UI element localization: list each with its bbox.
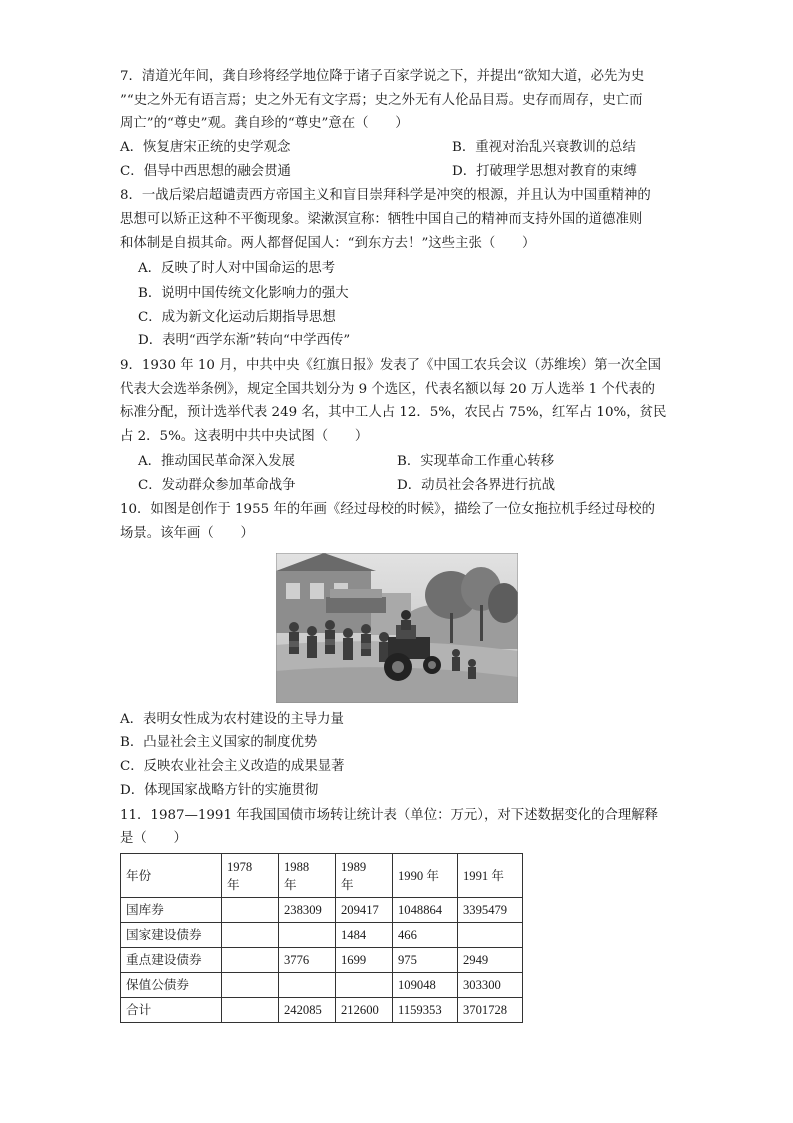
table-cell: 保值公债券 [121, 973, 222, 998]
table-header-cell: 1988 年 [279, 854, 336, 898]
q9-option-a[interactable]: A．推动国民革命深入发展 [138, 454, 295, 469]
q8-option-a[interactable]: A．反映了时人对中国命运的思考 [138, 261, 336, 276]
table-cell [222, 898, 279, 923]
table-cell [222, 948, 279, 973]
table-cell [279, 923, 336, 948]
q10-stem-line-1: 10．如图是创作于 1955 年的年画《经过母校的时候》，描绘了一位女拖拉机手经过母校的 [120, 502, 655, 517]
q10-stem-line-2: 场景。该年画（ ） [120, 526, 254, 541]
q7-stem-line-1: 7．清道光年间，龚自珍将经学地位降于诸子百家学说之下，并提出“欲知大道，必先为史 [120, 69, 645, 84]
q7-option-a[interactable]: A．恢复唐宋正统的史学观念 [120, 140, 291, 155]
table-cell: 209417 [336, 898, 393, 923]
table-row [121, 948, 523, 973]
table-cell: 109048 [393, 973, 458, 998]
q7-stem-line-2: ”“史之外无有语言焉；史之外无有文字焉；史之外无有人伦品目焉。史存而周存，史亡而 [120, 93, 643, 108]
q8-stem-line-2: 思想可以矫正这种不平衡现象。梁漱溟宣称：牺牲中国自己的精神而支持外国的道德准则 [120, 212, 643, 227]
table-header-cell: 1991 年 [458, 854, 523, 898]
table-header-cell: 1989 年 [336, 854, 393, 898]
bond-transfer-table [120, 853, 523, 1023]
table-row [121, 998, 523, 1023]
q9-option-c[interactable]: C．发动群众参加革命战争 [138, 478, 296, 493]
q7-option-b[interactable]: B．重视对治乱兴衰教训的总结 [452, 140, 636, 155]
q11-stem-line-1: 11．1987—1991 年我国国债市场转让统计表（单位：万元），对下述数据变化的合理解释 [120, 808, 659, 823]
q10-option-d[interactable]: D．体现国家战略方针的实施贯彻 [120, 783, 319, 798]
q8-stem-line-3: 和体制是自损其命。两人都督促国人：“到东方去！”这些主张（ ） [120, 236, 536, 251]
table-row [121, 973, 523, 998]
table-cell: 1699 [336, 948, 393, 973]
new-year-painting-image [276, 553, 518, 703]
q8-option-c[interactable]: C．成为新文化运动后期指导思想 [138, 310, 336, 325]
q11-stem-line-2: 是（ ） [120, 831, 187, 846]
table-cell: 466 [393, 923, 458, 948]
table-row [121, 923, 523, 948]
table-cell: 975 [393, 948, 458, 973]
q9-stem-line-3: 标准分配，预计选举代表 249 名，其中工人占 12．5%，农民占 75%，红军占 10%，贫民 [120, 405, 667, 420]
q9-stem-line-1: 9．1930 年 10 月，中共中央《红旗日报》发表了《中国工农兵会议（苏维埃）第一次全国 [120, 358, 662, 373]
table-cell [279, 973, 336, 998]
q10-option-a[interactable]: A．表明女性成为农村建设的主导力量 [120, 712, 344, 727]
q7-stem-line-3: 周亡”的“尊史”观。龚自珍的“尊史”意在（ ） [120, 116, 409, 131]
table-cell: 1048864 [393, 898, 458, 923]
table-cell: 重点建设债券 [121, 948, 222, 973]
table-cell [222, 923, 279, 948]
table-cell: 212600 [336, 998, 393, 1023]
table-cell: 242085 [279, 998, 336, 1023]
q10-option-c[interactable]: C．反映农业社会主义改造的成果显著 [120, 759, 345, 774]
table-cell: 238309 [279, 898, 336, 923]
table-cell [336, 973, 393, 998]
q7-option-c[interactable]: C．倡导中西思想的融会贯通 [120, 164, 291, 179]
table-cell: 2949 [458, 948, 523, 973]
q9-option-d[interactable]: D．动员社会各界进行抗战 [397, 478, 556, 493]
q10-option-b[interactable]: B．凸显社会主义国家的制度优势 [120, 735, 318, 750]
table-cell: 1159353 [393, 998, 458, 1023]
table-cell [458, 923, 523, 948]
table-cell: 合计 [121, 998, 222, 1023]
table-cell [222, 998, 279, 1023]
table-cell: 3776 [279, 948, 336, 973]
table-cell: 国家建设债券 [121, 923, 222, 948]
q8-stem-line-1: 8．一战后梁启超谴责西方帝国主义和盲目崇拜科学是冲突的根源，并且认为中国重精神的 [120, 188, 651, 203]
table-cell: 国库券 [121, 898, 222, 923]
table-cell: 303300 [458, 973, 523, 998]
q9-option-b[interactable]: B．实现革命工作重心转移 [397, 454, 555, 469]
table-header-row [121, 854, 523, 898]
q7-option-d[interactable]: D．打破理学思想对教育的束缚 [452, 164, 637, 179]
q9-stem-line-2: 代表大会选举条例》，规定全国共划分为 9 个选区，代表名额以每 20 万人选举 1 个代表的 [120, 382, 655, 397]
q8-option-d[interactable]: D．表明“西学东渐”转向“中学西传” [138, 333, 351, 348]
table-header-cell: 年份 [121, 854, 222, 898]
table-cell: 1484 [336, 923, 393, 948]
table-cell: 3395479 [458, 898, 523, 923]
q8-option-b[interactable]: B．说明中国传统文化影响力的强大 [138, 286, 349, 301]
table-header-cell: 1990 年 [393, 854, 458, 898]
table-cell [222, 973, 279, 998]
table-row [121, 898, 523, 923]
table-header-cell: 1978 年 [222, 854, 279, 898]
table-cell: 3701728 [458, 998, 523, 1023]
q9-stem-line-4: 占 2．5%。这表明中共中央试图（ ） [120, 429, 369, 444]
